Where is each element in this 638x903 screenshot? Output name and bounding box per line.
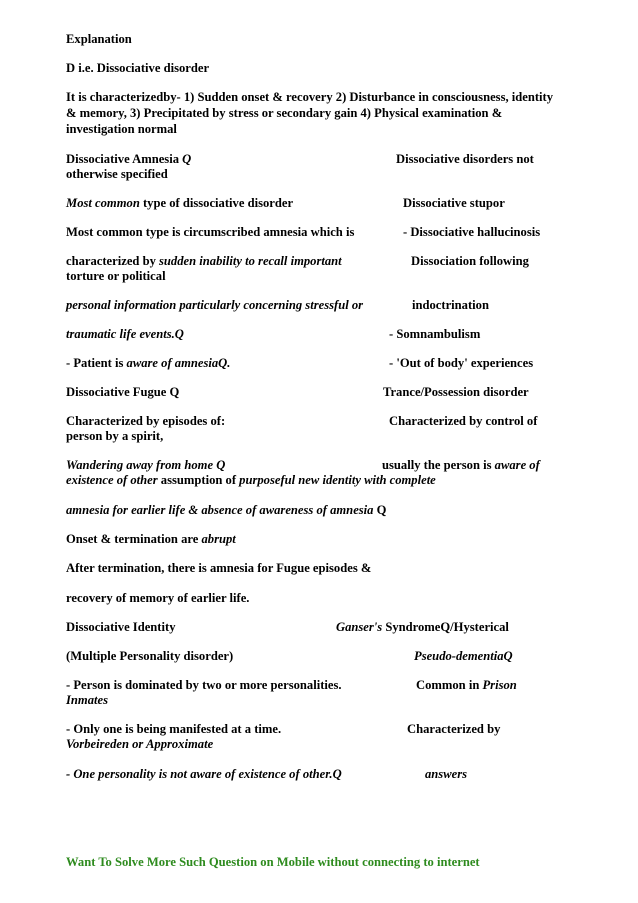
continuation-text: Inmates xyxy=(66,693,108,707)
left-text: personal information particularly concerning stressful or xyxy=(66,298,364,312)
continuation-text: otherwise specified xyxy=(66,167,168,181)
right-text: Dissociative disorders not xyxy=(396,152,534,166)
left-text: Wandering away from home Q xyxy=(66,458,226,472)
right-text: usually the person is aware of xyxy=(382,458,540,472)
heading: Explanation xyxy=(66,32,132,46)
answer-line: D i.e. Dissociative disorder xyxy=(66,61,210,75)
left-text: amnesia for earlier life & absence of awareness of amnesia Q xyxy=(66,503,387,517)
left-text: (Multiple Personality disorder) xyxy=(66,649,234,663)
right-text: answers xyxy=(425,767,467,781)
left-text: After termination, there is amnesia for Fugue episodes & xyxy=(66,561,372,575)
right-text: indoctrination xyxy=(412,298,489,312)
left-text: - Patient is aware of amnesiaQ. xyxy=(66,356,231,370)
left-text: characterized by sudden inability to recall important xyxy=(66,254,342,268)
left-text: Most common type of dissociative disorder xyxy=(66,196,294,210)
right-text: - Dissociative hallucinosis xyxy=(403,225,541,239)
continuation-text: torture or political xyxy=(66,269,166,283)
characterized-paragraph: It is characterizedby- 1) Sudden onset & recovery 2) Disturbance in consciousness, identity & memory, 3) Precipitated by stress or secondary gain 4) Physical examination & investigation normal xyxy=(66,90,554,136)
left-text: Dissociative Amnesia Q xyxy=(66,152,192,166)
left-text: - Only one is being manifested at a time. xyxy=(66,722,282,736)
left-text: Characterized by episodes of: xyxy=(66,414,226,428)
left-text: traumatic life events.Q xyxy=(66,327,184,341)
left-text: - Person is dominated by two or more personalities. xyxy=(66,678,342,692)
right-text: - Somnambulism xyxy=(389,327,481,341)
right-text: Characterized by control of xyxy=(389,414,538,428)
right-text: Dissociation following xyxy=(411,254,529,268)
left-text: Most common type is circumscribed amnesia which is xyxy=(66,225,355,239)
continuation-text: person by a spirit, xyxy=(66,429,164,443)
right-text: Characterized by xyxy=(407,722,501,736)
continuation-text: existence of other assumption of purposeful new identity with complete xyxy=(66,473,436,487)
right-text: Pseudo-dementiaQ xyxy=(414,649,513,663)
right-text: Common in Prison xyxy=(416,678,517,692)
right-text: - 'Out of body' experiences xyxy=(389,356,534,370)
right-text: Ganser's SyndromeQ/Hysterical xyxy=(336,620,509,634)
left-text: Dissociative Identity xyxy=(66,620,176,634)
left-text: Dissociative Fugue Q xyxy=(66,385,180,399)
left-text: - One personality is not aware of existence of other.Q xyxy=(66,767,342,781)
right-text: Trance/Possession disorder xyxy=(383,385,529,399)
continuation-text: Vorbeireden or Approximate xyxy=(66,737,214,751)
left-text: recovery of memory of earlier life. xyxy=(66,591,250,605)
footer-promo: Want To Solve More Such Question on Mobile without connecting to internet xyxy=(66,855,480,869)
right-text: Dissociative stupor xyxy=(403,196,505,210)
left-text: Onset & termination are abrupt xyxy=(66,532,236,546)
